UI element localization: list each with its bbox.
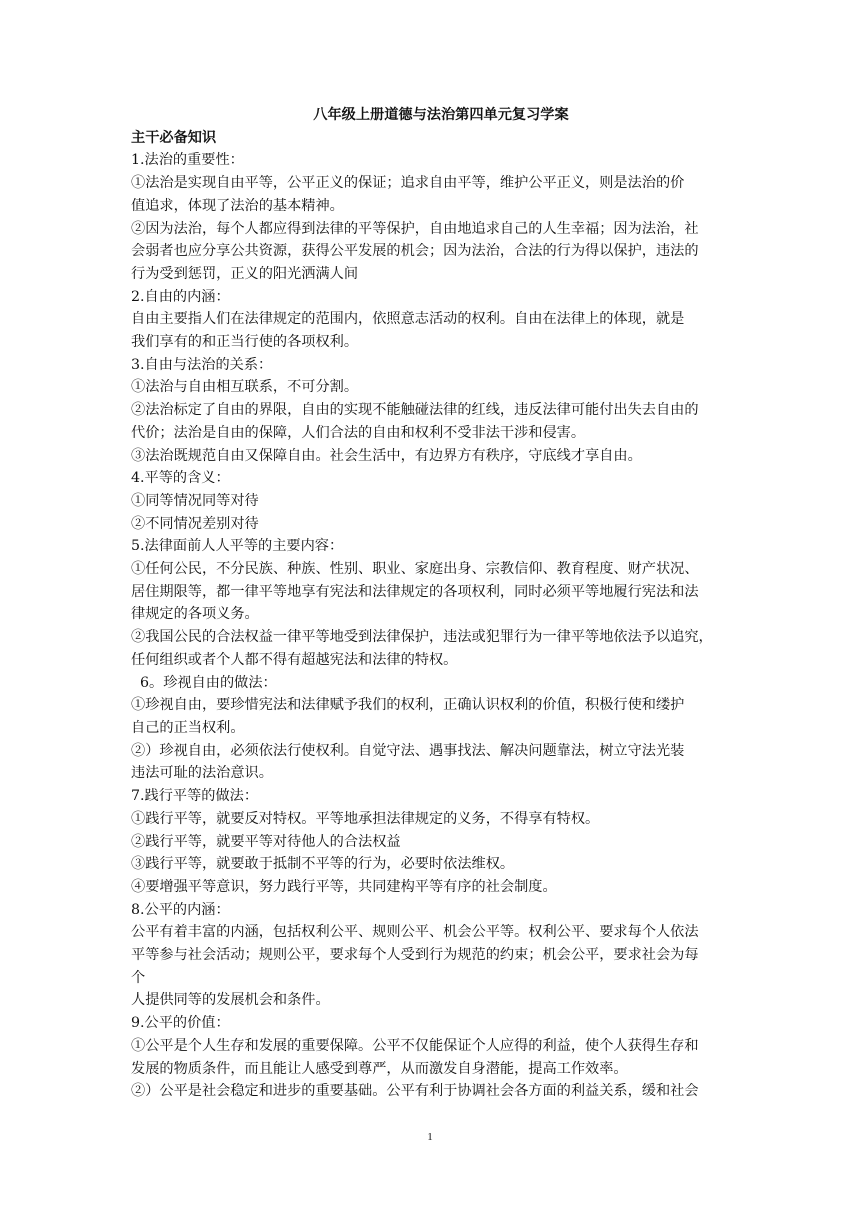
text-line: ①任何公民，不分民族、种族、性别、职业、家庭出身、宗教信仰、教育程度、财产状况、 <box>131 561 699 578</box>
text-line: 居住期限等，都一律平等地享有宪法和法律规定的各项权利，同时必须平等地履行宪法和法 <box>131 583 699 600</box>
text-line: 人提供同等的发展机会和条件。 <box>131 992 330 1009</box>
text-line: 6。珍视自由的做法： <box>131 674 277 691</box>
text-line: ②不同情况差别对待 <box>131 515 259 532</box>
text-line: ②我国公民的合法权益一律平等地受到法律保护，违法或犯罪行为一律平等地依法予以追究， <box>131 629 713 646</box>
text-line: 9.公平的价值： <box>131 1015 230 1032</box>
page-title: 八年级上册道德与法治第四单元复习学案 <box>313 107 569 123</box>
text-line: ①践行平等，就要反对特权。平等地承担法律规定的义务，不得享有特权。 <box>131 810 600 827</box>
text-line: 自己的正当权利。 <box>131 719 245 736</box>
text-line: ①同等情况同等对待 <box>131 492 259 509</box>
text-line: 代价；法治是自由的保障，人们合法的自由和权利不受非法干涉和侵害。 <box>131 424 586 441</box>
text-line: 公平有着丰富的内涵，包括权利公平、规则公平、机会公平等。权利公平、要求每个人依法 <box>131 924 699 941</box>
section-heading: 主干必备知识 <box>131 129 217 146</box>
text-line: 自由主要指人们在法律规定的范围内，依照意志活动的权利。自由在法律上的体现，就是 <box>131 311 685 328</box>
text-line: ②）公平是社会稳定和进步的重要基础。公平有利于协调社会各方面的利益关系，缓和社会 <box>131 1083 699 1100</box>
text-line: 4.平等的含义： <box>131 470 230 487</box>
text-line: ①珍视自由，要珍惜宪法和法律赋予我们的权利，正确认识权利的价值，积极行使和缕护 <box>131 697 685 714</box>
text-lines <box>131 149 741 1103</box>
text-line: 会弱者也应分享公共资源，获得公平发展的机会；因为法治，合法的行为得以保护，违法的 <box>131 243 699 260</box>
text-line: ②践行平等，就要平等对待他人的合法权益 <box>131 833 401 850</box>
text-line: 平等参与社会活动；规则公平，要求每个人受到行为规范的约束；机会公平，要求社会为每 <box>131 947 699 964</box>
text-line: ②）珍视自由，必须依法行使权利。自觉守法、遇事找法、解决问题靠法，树立守法光装 <box>131 742 685 759</box>
text-line: 任何组织或者个人都不得有超越宪法和法律的特权。 <box>131 651 458 668</box>
page-number: 1 <box>427 1131 433 1143</box>
text-line: ①法治与自由相互联系，不可分割。 <box>131 379 359 396</box>
document-body <box>131 104 741 1103</box>
text-line: 值追求，体现了法治的基本精神。 <box>131 197 344 214</box>
text-line: 1.法治的重要性： <box>131 152 244 169</box>
text-line: 律规定的各项义务。 <box>131 606 259 623</box>
text-line: 发展的物质条件，而且能让人感受到尊严，从而激发自身潜能，提高工作效率。 <box>131 1060 628 1077</box>
text-line: 个 <box>131 969 146 986</box>
text-line: 3.自由与法治的关系： <box>131 356 273 373</box>
text-line: 2.自由的内涵： <box>131 288 230 305</box>
text-line: ②因为法治，每个人都应得到法律的平等保护，自由地追求自己的人生幸福；因为法治，社 <box>131 220 699 237</box>
text-line: 8.公平的内涵： <box>131 901 230 918</box>
text-line: 5.法律面前人人平等的主要内容： <box>131 538 344 555</box>
text-line: ③法治既规范自由又保障自由。社会生活中，有边界方有秩序，守底线才享自由。 <box>131 447 642 464</box>
text-line: ③践行平等，就要敢于抵制不平等的行为，必要时依法维权。 <box>131 856 515 873</box>
text-line: ④要增强平等意识，努力践行平等，共同建构平等有序的社会制度。 <box>131 878 557 895</box>
text-line: ①法治是实现自由平等，公平正义的保证；追求自由平等，维护公平正义，则是法治的价 <box>131 175 685 192</box>
text-line: 违法可耻的法治意识。 <box>131 765 273 782</box>
text-line: ②法治标定了自由的界限，自由的实现不能触碰法律的红线，违反法律可能付出失去自由的 <box>131 402 699 419</box>
text-line: 我们享有的和正当行使的各项权利。 <box>131 334 359 351</box>
text-line: ①公平是个人生存和发展的重要保障。公平不仅能保证个人应得的利益，使个人获得生存和 <box>131 1037 699 1054</box>
text-line: 行为受到惩罚，正义的阳光洒满人间 <box>131 265 359 282</box>
text-line: 7.践行平等的做法： <box>131 788 259 805</box>
